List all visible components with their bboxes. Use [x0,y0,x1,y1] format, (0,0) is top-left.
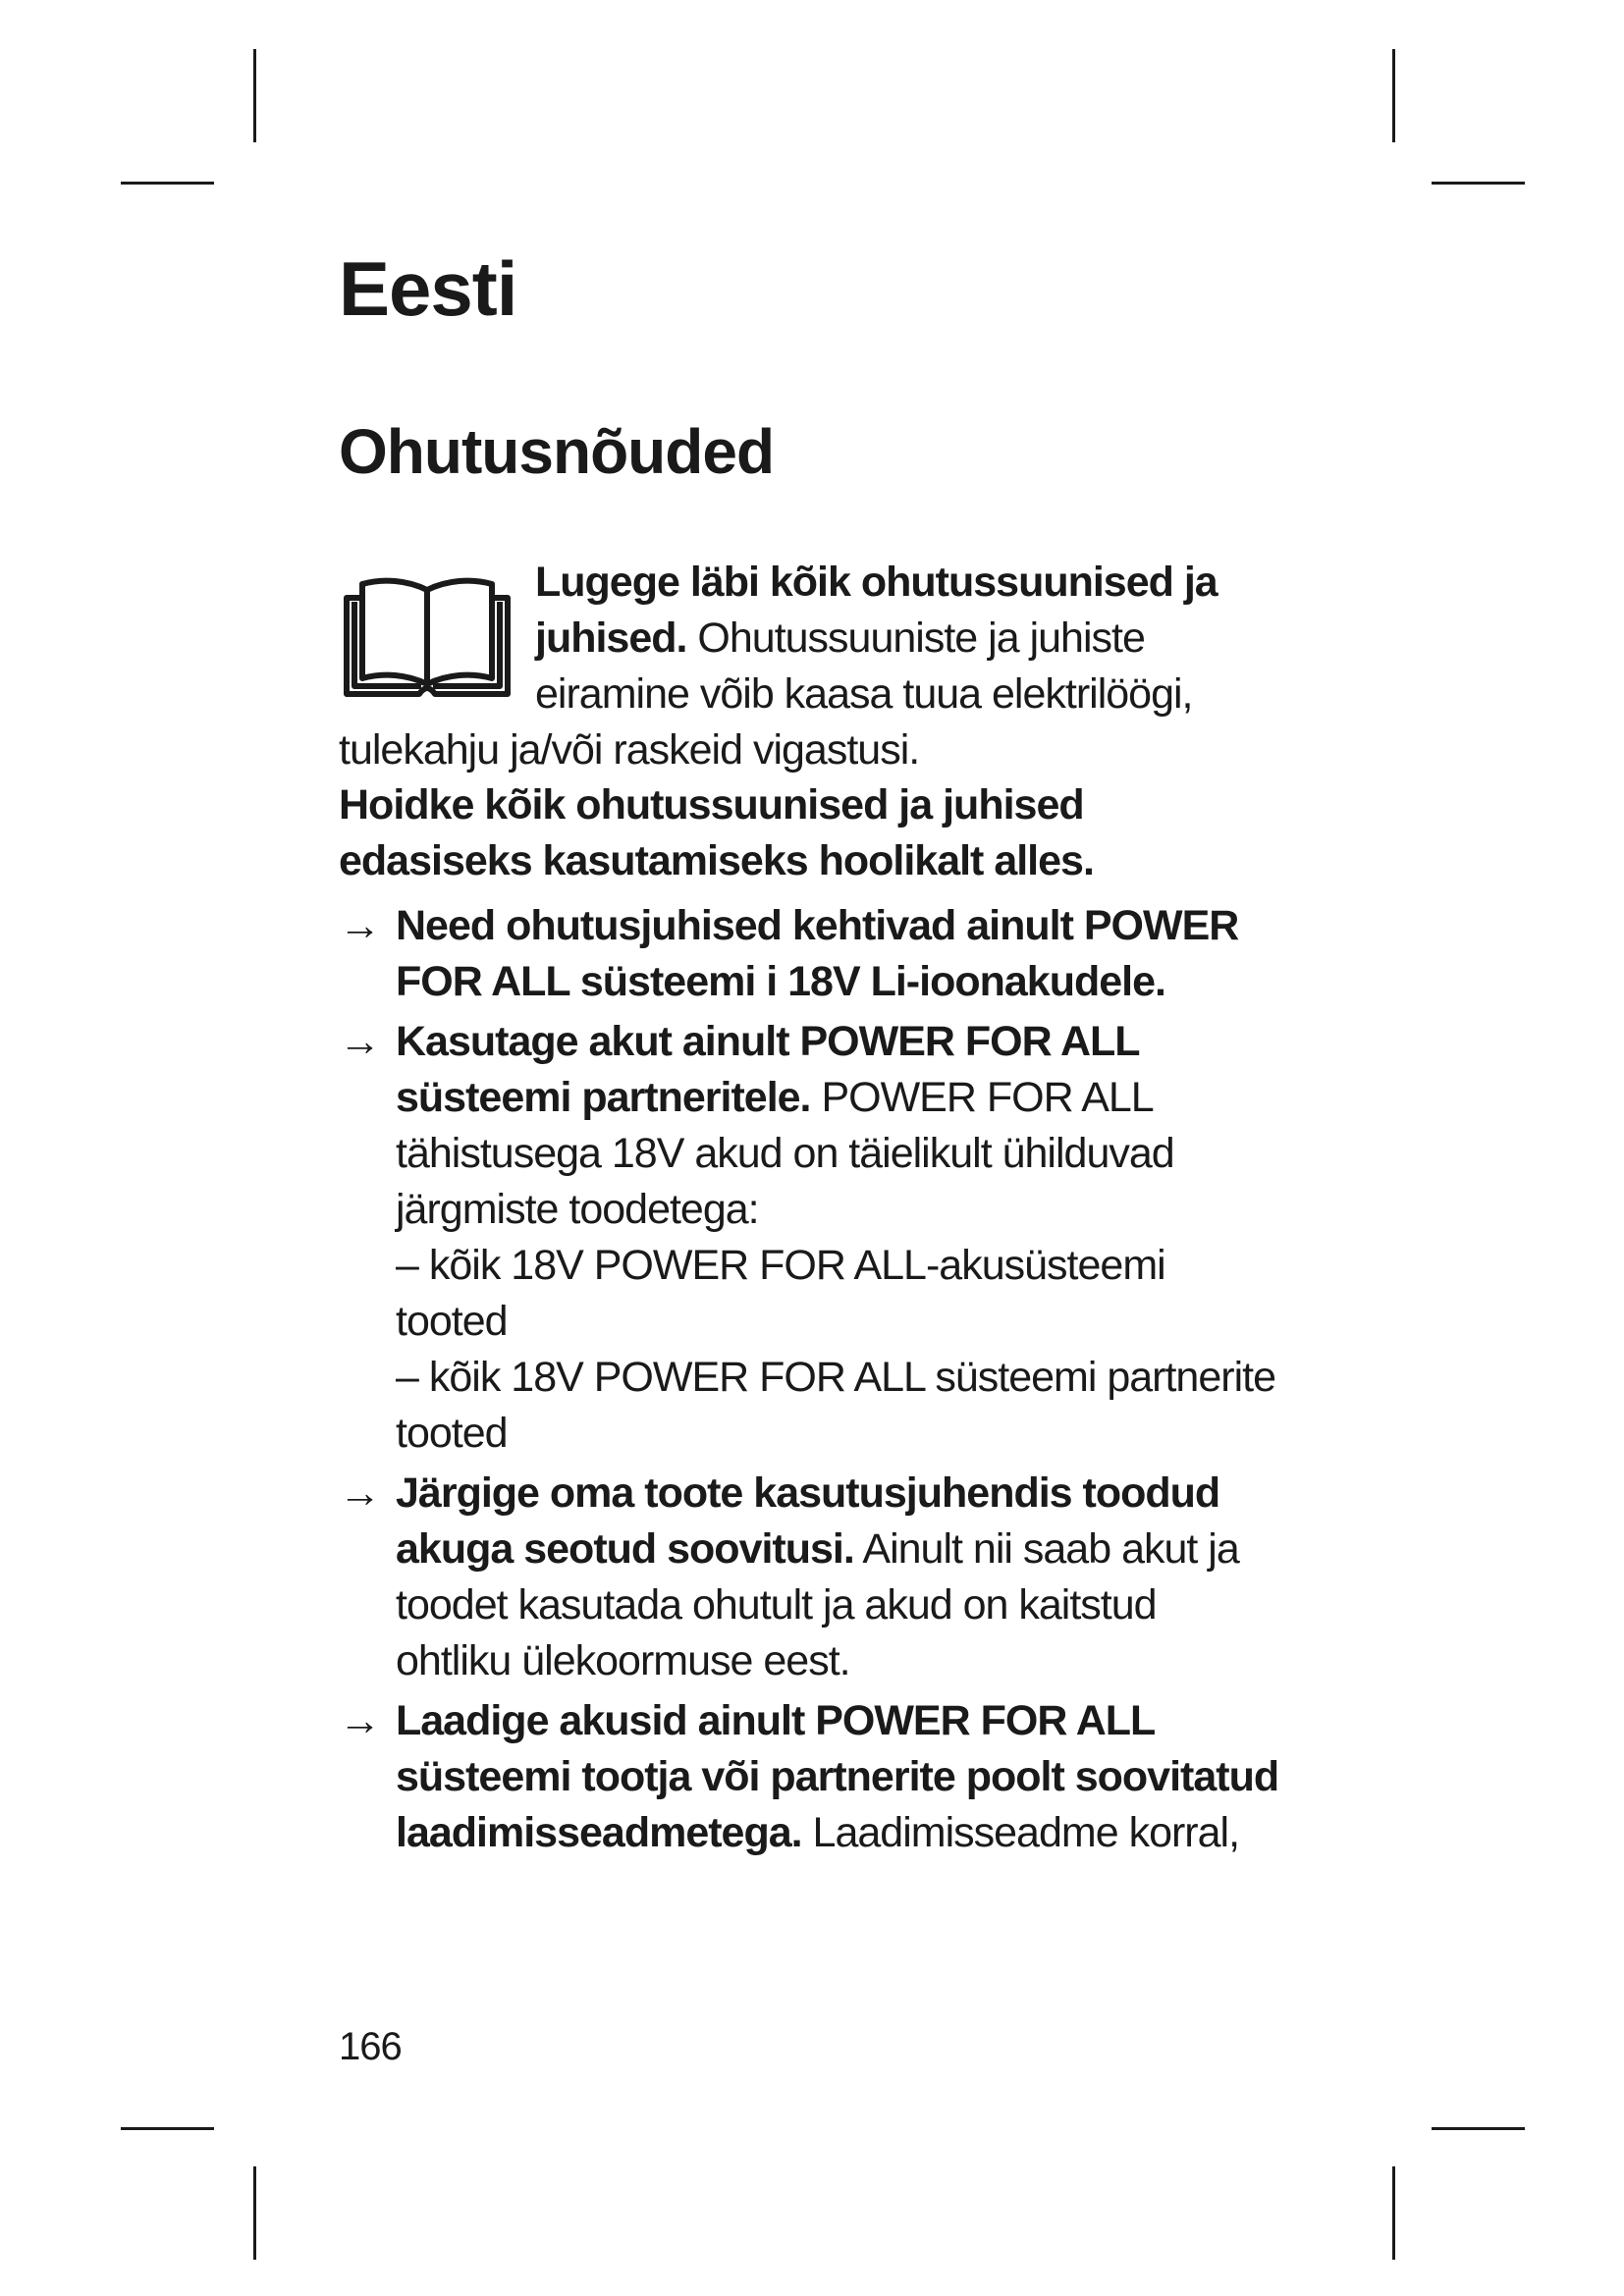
page-number: 166 [339,2025,402,2068]
right-arrow-icon: → [339,1697,380,1744]
bullet-text [396,898,1281,1010]
crop-mark-bottom-left-vertical [253,2166,256,2260]
crop-mark-top-right-vertical [1392,49,1395,142]
bullet-item [339,1693,1281,1861]
crop-mark-bottom-right-horizontal [1432,2127,1525,2130]
crop-mark-bottom-right-vertical [1392,2166,1395,2260]
intro-paragraph [339,555,1281,778]
keep-instructions-note: Hoidke kõik ohutussuunised ja juhised edasiseks kasutamiseks hoolikalt alles. [339,781,1094,884]
bullet-item [339,1466,1281,1689]
safety-bullet-list [339,898,1281,1865]
bullet-text [396,1466,1281,1689]
intro-bold: Lugege läbi kõik ohutussuunised ja juhised. [535,559,1218,662]
crop-mark-top-right-horizontal [1432,182,1525,185]
bullet-item [339,898,1281,1010]
crop-mark-bottom-left-horizontal [121,2127,214,2130]
bullet-sub-item: – kõik 18V POWER FOR ALL süsteemi partnerite tooted [396,1354,1275,1457]
bullet-regular: Ainult nii saab akut ja toodet kasutada ohutult ja akud on kaitstud ohtliku ülekoormuse eest. [396,1525,1239,1684]
open-book-icon [339,562,515,700]
crop-mark-top-left-vertical [253,49,256,142]
bullet-text [396,1693,1281,1861]
right-arrow-icon: → [339,902,380,949]
bullet-bold: Need ohutusjuhised kehtivad ainult POWER FOR ALL süsteemi i 18V Li-ioonakudele. [396,902,1239,1005]
bullet-text [396,1014,1281,1238]
bullet-bold: Järgige oma toote kasutusjuhendis toodud akuga seotud soovitusi. [396,1469,1220,1573]
language-title: Eesti [339,245,517,332]
crop-mark-top-left-horizontal [121,182,214,185]
bullet-sub-item: – kõik 18V POWER FOR ALL-akusüsteemi tooted [396,1242,1165,1345]
page-content [339,245,1281,1856]
bullet-bold: Laadige akusid ainult POWER FOR ALL süsteemi tootja või partnerite poolt soovitatud laadimisseadmetega. [396,1697,1279,1856]
section-title: Ohutusnõuded [339,416,775,487]
intro-regular: Ohutussuuniste ja juhiste eiramine võib kaasa tuua elektrilöögi, tulekahju ja/või raskeid vigastusi. [339,614,1193,774]
right-arrow-icon: → [339,1018,380,1065]
bullet-regular: Laadimisseadme korral, [801,1809,1240,1856]
bullet-regular: POWER FOR ALL tähistusega 18V akud on täielikult ühilduvad järgmiste toodetega: [396,1074,1174,1233]
bullet-item [339,1014,1281,1462]
bullet-bold: Kasutage akut ainult POWER FOR ALL süsteemi partneritele. [396,1018,1139,1121]
right-arrow-icon: → [339,1469,380,1517]
